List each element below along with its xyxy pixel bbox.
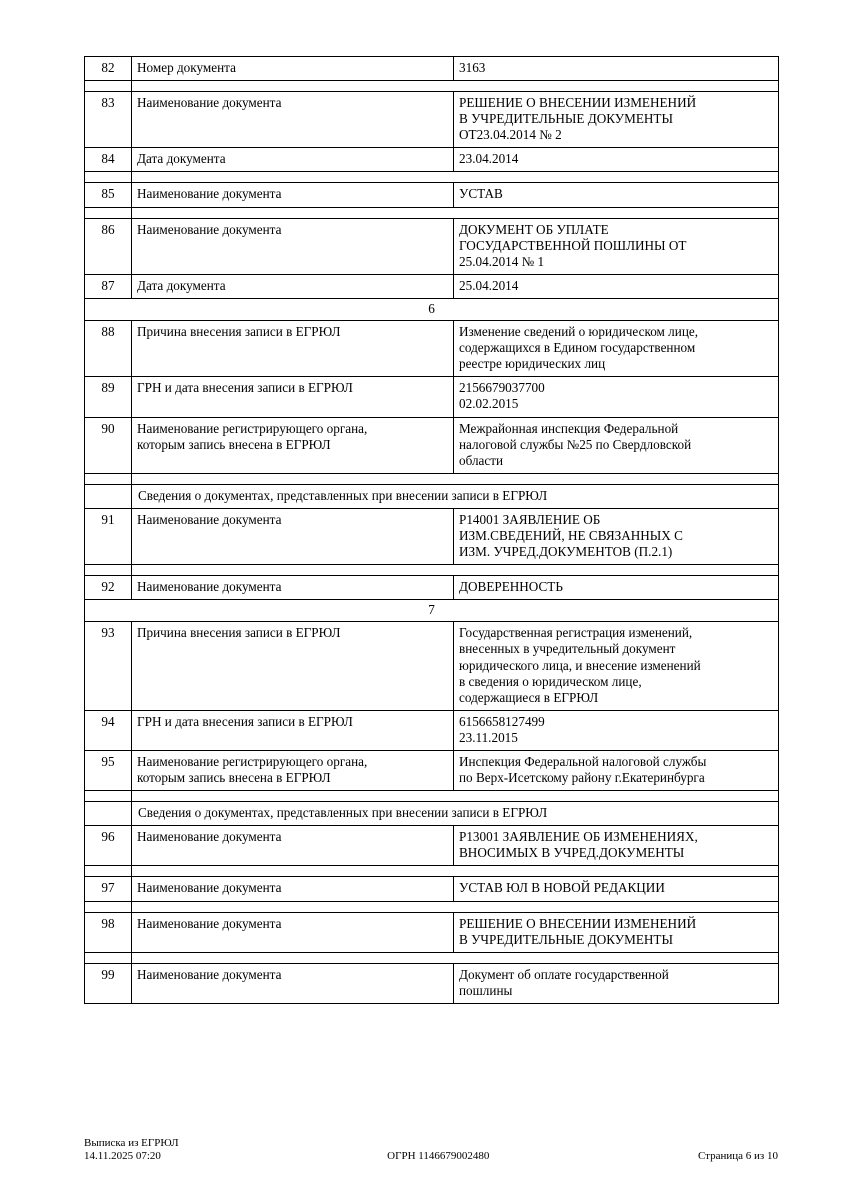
spacer-cell-num [85, 791, 132, 802]
subheader-row [85, 484, 779, 508]
row-field-value: РЕШЕНИЕ О ВНЕСЕНИИ ИЗМЕНЕНИЙ В УЧРЕДИТЕЛЬНЫЕ ДОКУМЕНТЫ ОТ23.04.2014 № 2 [454, 92, 779, 148]
row-number: 93 [85, 622, 132, 710]
row-field-value: Документ об оплате государственной пошлины [454, 963, 779, 1003]
row-field-name: Дата документа [132, 148, 454, 172]
table-spacer-row [85, 172, 779, 183]
table-row [85, 963, 779, 1003]
row-field-name: Наименование документа [132, 877, 454, 901]
spacer-cell-body [132, 172, 779, 183]
table-row [85, 576, 779, 600]
footer-timestamp: 14.11.2025 07:20 [84, 1150, 161, 1163]
row-number: 96 [85, 826, 132, 866]
table-row [85, 377, 779, 417]
spacer-cell-num [85, 952, 132, 963]
row-number: 82 [85, 57, 132, 81]
spacer-cell-body [132, 81, 779, 92]
row-field-name: Наименование документа [132, 576, 454, 600]
row-field-name: Наименование регистрирующего органа, которым запись внесена в ЕГРЮЛ [132, 417, 454, 473]
section-number-row [85, 298, 779, 320]
table-spacer-row [85, 901, 779, 912]
egrul-records-table [84, 56, 779, 1004]
row-field-value: Изменение сведений о юридическом лице, содержащихся в Едином государственном реестре юридических лиц [454, 321, 779, 377]
row-field-value: 25.04.2014 [454, 274, 779, 298]
row-number: 86 [85, 218, 132, 274]
row-number: 89 [85, 377, 132, 417]
spacer-cell-num [85, 866, 132, 877]
row-number: 92 [85, 576, 132, 600]
spacer-cell-body [132, 866, 779, 877]
spacer-cell-num [85, 172, 132, 183]
row-field-value: 2156679037700 02.02.2015 [454, 377, 779, 417]
table-row [85, 92, 779, 148]
row-field-value: Межрайонная инспекция Федеральной налоговой службы №25 по Свердловской области [454, 417, 779, 473]
footer-left [84, 1137, 179, 1165]
row-field-name: Наименование документа [132, 218, 454, 274]
table-spacer-row [85, 81, 779, 92]
row-field-name: Номер документа [132, 57, 454, 81]
spacer-cell-num [85, 81, 132, 92]
row-number: 94 [85, 710, 132, 750]
spacer-cell-body [132, 791, 779, 802]
subheader-cell-num [85, 802, 132, 826]
spacer-cell-body [132, 207, 779, 218]
table-body [85, 57, 779, 1004]
spacer-cell-body [132, 901, 779, 912]
row-field-name: Наименование документа [132, 912, 454, 952]
table-row [85, 417, 779, 473]
table-spacer-row [85, 952, 779, 963]
row-field-name: Наименование регистрирующего органа, которым запись внесена в ЕГРЮЛ [132, 751, 454, 791]
spacer-cell-num [85, 473, 132, 484]
row-field-value: 6156658127499 23.11.2015 [454, 710, 779, 750]
row-field-name: Дата документа [132, 274, 454, 298]
table-row [85, 826, 779, 866]
subheader-label: Сведения о документах, представленных при внесении записи в ЕГРЮЛ [132, 802, 779, 826]
spacer-cell-num [85, 901, 132, 912]
footer-page-number: Страница 6 из 10 [697, 1150, 778, 1163]
table-spacer-row [85, 565, 779, 576]
table-row [85, 877, 779, 901]
row-field-name: Наименование документа [132, 963, 454, 1003]
table-row [85, 148, 779, 172]
table-row [85, 912, 779, 952]
subheader-row [85, 802, 779, 826]
row-number: 88 [85, 321, 132, 377]
row-number: 85 [85, 183, 132, 207]
row-field-value: Р13001 ЗАЯВЛЕНИЕ ОБ ИЗМЕНЕНИЯХ, ВНОСИМЫХ В УЧРЕД.ДОКУМЕНТЫ [454, 826, 779, 866]
footer-ogrn: ОГРН 1146679002480 [387, 1150, 490, 1163]
row-field-name: Наименование документа [132, 508, 454, 564]
row-number: 99 [85, 963, 132, 1003]
row-number: 84 [85, 148, 132, 172]
row-number: 83 [85, 92, 132, 148]
row-field-name: Наименование документа [132, 92, 454, 148]
row-field-value: УСТАВ [454, 183, 779, 207]
table-row [85, 321, 779, 377]
row-number: 91 [85, 508, 132, 564]
row-field-name: ГРН и дата внесения записи в ЕГРЮЛ [132, 377, 454, 417]
spacer-cell-body [132, 565, 779, 576]
table-row [85, 710, 779, 750]
table-row [85, 751, 779, 791]
row-field-value: УСТАВ ЮЛ В НОВОЙ РЕДАКЦИИ [454, 877, 779, 901]
spacer-cell-num [85, 565, 132, 576]
row-number: 98 [85, 912, 132, 952]
table-spacer-row [85, 791, 779, 802]
footer-doc-title: Выписка из ЕГРЮЛ [84, 1136, 179, 1149]
spacer-cell-body [132, 952, 779, 963]
section-number-label: 6 [85, 298, 779, 320]
table-spacer-row [85, 207, 779, 218]
row-number: 90 [85, 417, 132, 473]
table-row [85, 57, 779, 81]
page-footer [84, 1137, 778, 1165]
row-field-value: 23.04.2014 [454, 148, 779, 172]
row-number: 97 [85, 877, 132, 901]
row-number: 95 [85, 751, 132, 791]
table-row [85, 622, 779, 710]
table-row [85, 274, 779, 298]
table-row [85, 508, 779, 564]
row-field-name: Причина внесения записи в ЕГРЮЛ [132, 622, 454, 710]
section-number-row [85, 600, 779, 622]
row-field-value: Инспекция Федеральной налоговой службы по Верх-Исетскому району г.Екатеринбурга [454, 751, 779, 791]
row-field-value: РЕШЕНИЕ О ВНЕСЕНИИ ИЗМЕНЕНИЙ В УЧРЕДИТЕЛЬНЫЕ ДОКУМЕНТЫ [454, 912, 779, 952]
section-number-label: 7 [85, 600, 779, 622]
row-field-value: Государственная регистрация изменений, внесенных в учредительный документ юридического лица, и внесение изменений в сведения о юридическом лице, содержащиеся в ЕГРЮЛ [454, 622, 779, 710]
row-field-name: Наименование документа [132, 183, 454, 207]
row-number: 87 [85, 274, 132, 298]
row-field-name: Причина внесения записи в ЕГРЮЛ [132, 321, 454, 377]
subheader-cell-num [85, 484, 132, 508]
spacer-cell-num [85, 207, 132, 218]
row-field-name: Наименование документа [132, 826, 454, 866]
table-row [85, 183, 779, 207]
spacer-cell-body [132, 473, 779, 484]
subheader-label: Сведения о документах, представленных при внесении записи в ЕГРЮЛ [132, 484, 779, 508]
table-spacer-row [85, 866, 779, 877]
table-row [85, 218, 779, 274]
row-field-value: Р14001 ЗАЯВЛЕНИЕ ОБ ИЗМ.СВЕДЕНИЙ, НЕ СВЯЗАННЫХ С ИЗМ. УЧРЕД.ДОКУМЕНТОВ (П.2.1) [454, 508, 779, 564]
row-field-name: ГРН и дата внесения записи в ЕГРЮЛ [132, 710, 454, 750]
row-field-value: 3163 [454, 57, 779, 81]
row-field-value: ДОВЕРЕННОСТЬ [454, 576, 779, 600]
row-field-value: ДОКУМЕНТ ОБ УПЛАТЕ ГОСУДАРСТВЕННОЙ ПОШЛИНЫ ОТ 25.04.2014 № 1 [454, 218, 779, 274]
table-spacer-row [85, 473, 779, 484]
